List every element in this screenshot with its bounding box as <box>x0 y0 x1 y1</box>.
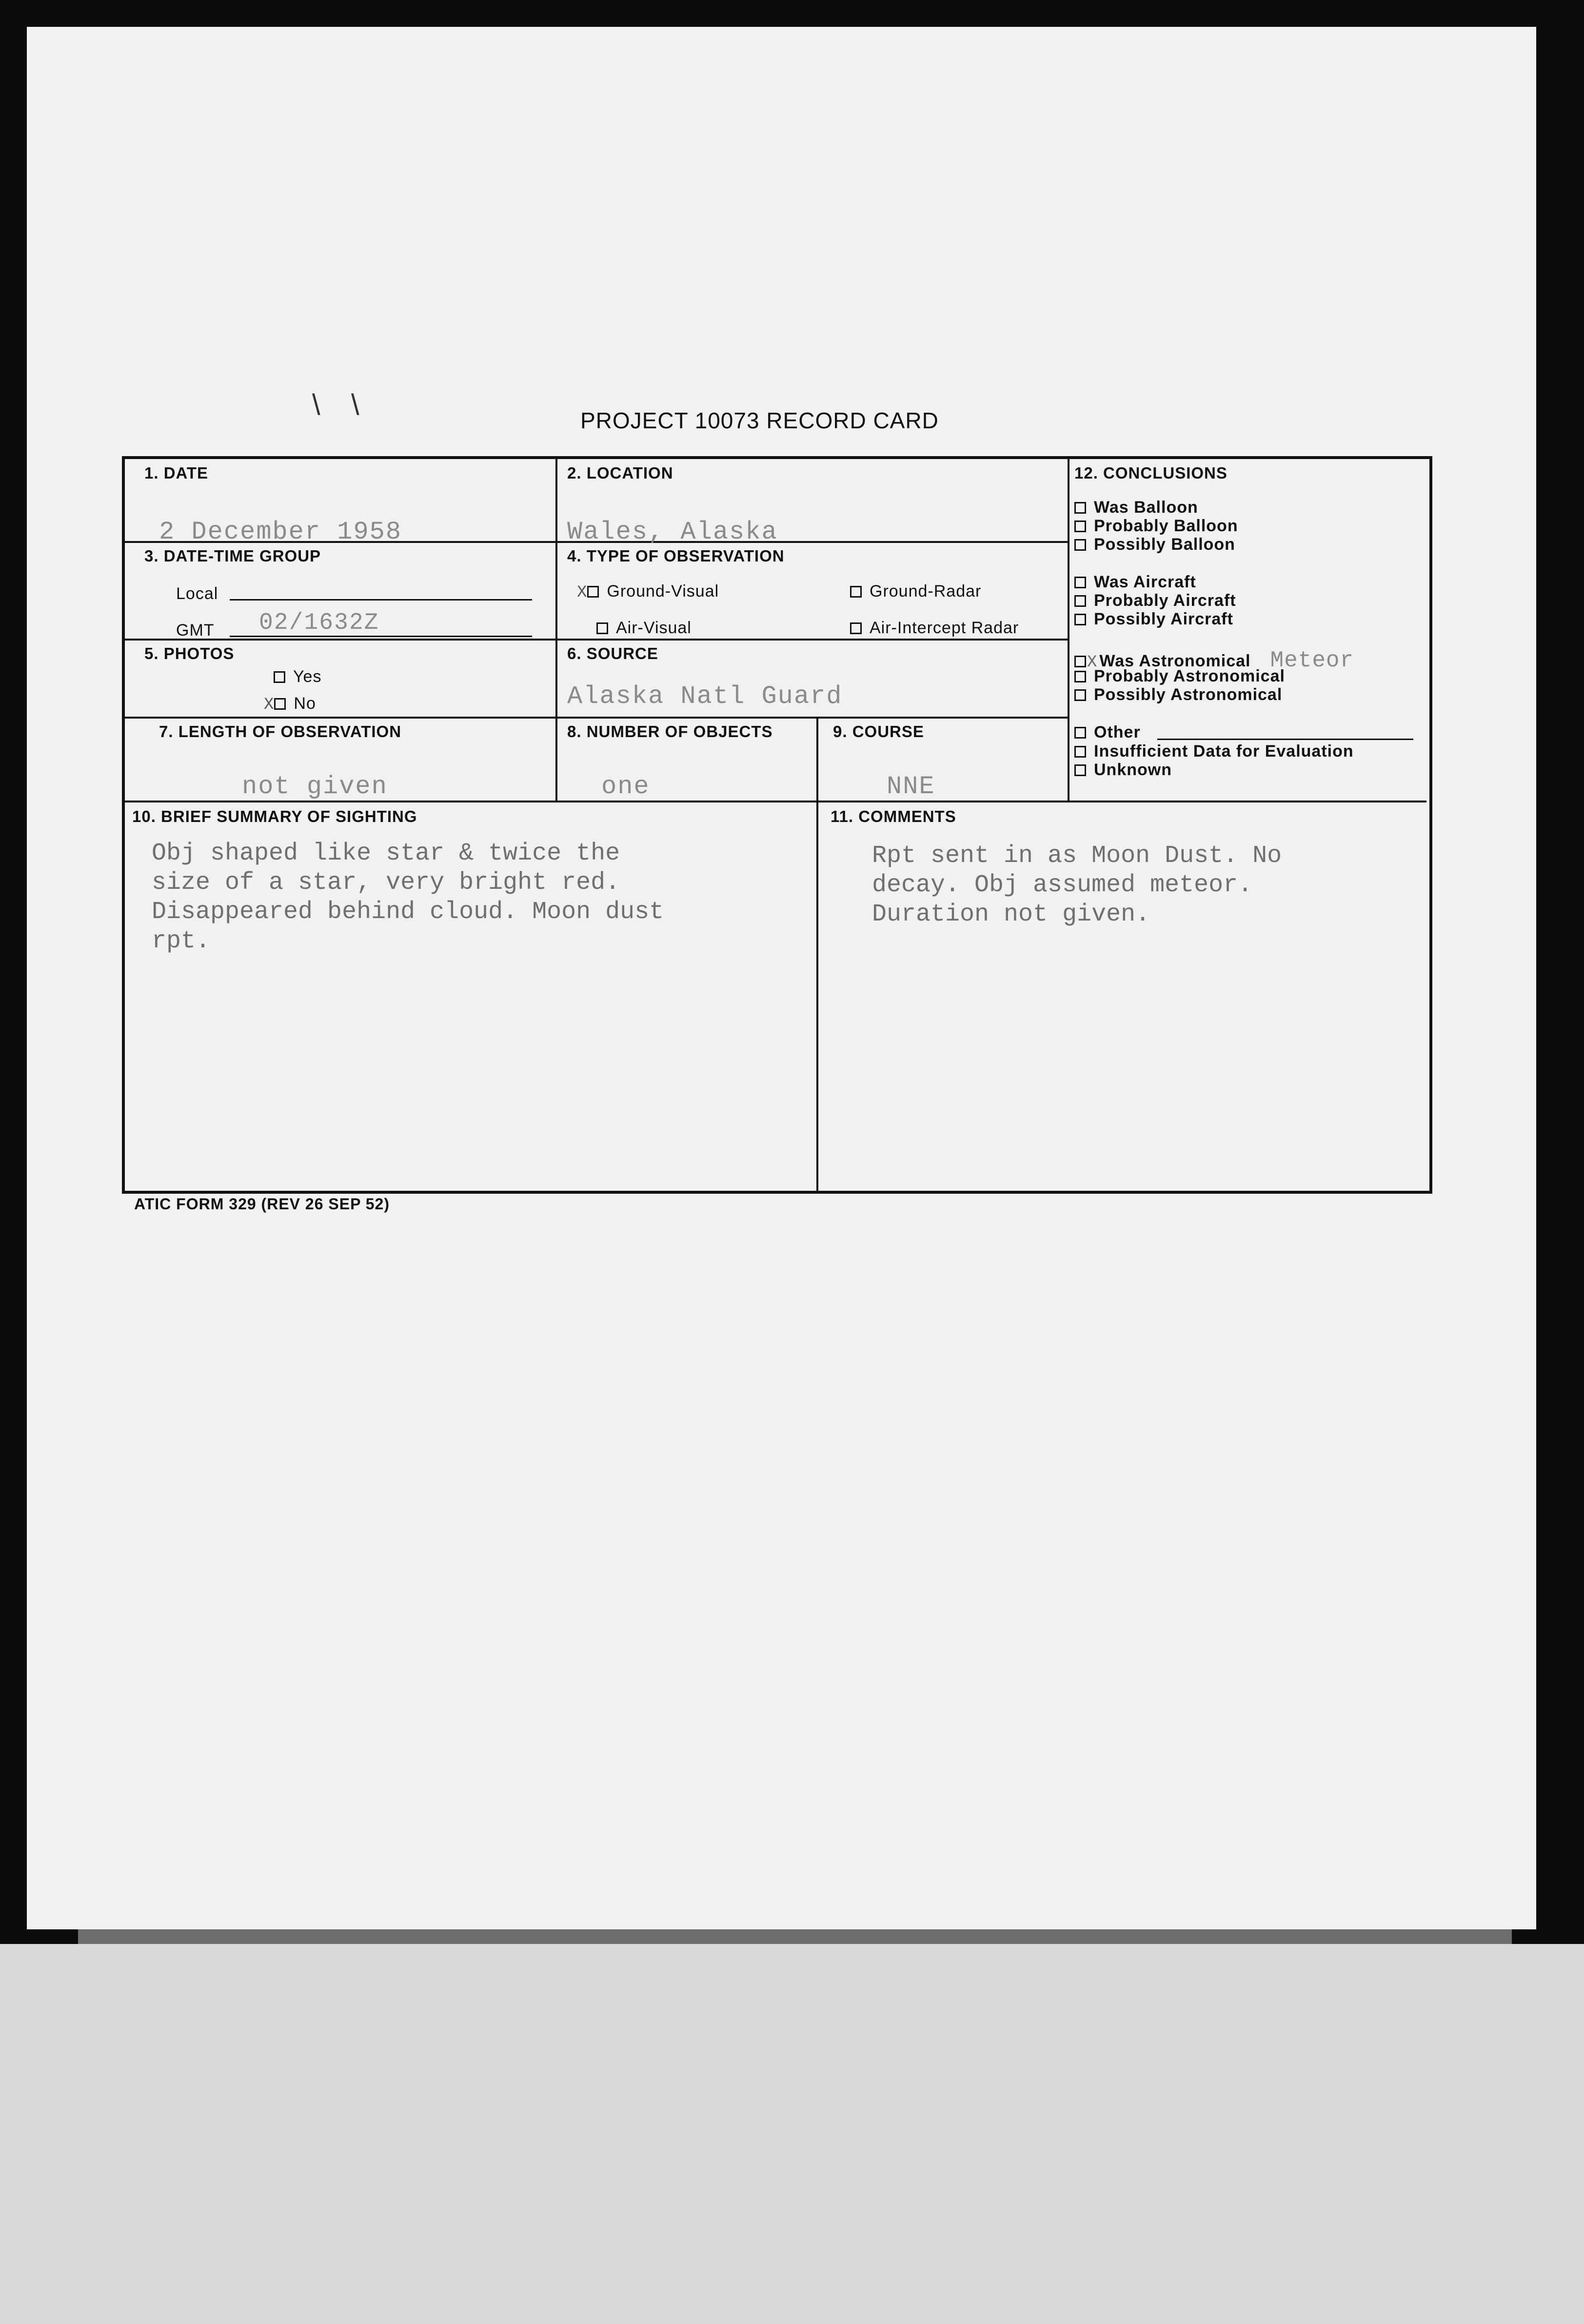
checkbox-icon <box>1074 539 1086 551</box>
local-field <box>230 599 532 601</box>
option-photos-yes: Yes <box>274 667 321 686</box>
underlying-sheet <box>0 1944 1584 2324</box>
checkbox-icon <box>1074 595 1086 607</box>
checkbox-icon <box>274 698 286 710</box>
conclusion-probably-balloon: Probably Balloon <box>1074 517 1238 536</box>
option-ground-visual: X Ground-Visual <box>577 582 719 602</box>
length-label: 7. LENGTH OF OBSERVATION <box>159 722 402 741</box>
location-cell <box>557 459 1069 546</box>
local-label: Local <box>176 584 218 603</box>
dtg-label: 3. DATE-TIME GROUP <box>144 547 321 565</box>
comments-cell <box>818 802 1426 1191</box>
form-identifier: ATIC FORM 329 (REV 26 SEP 52) <box>134 1195 390 1213</box>
dtg-cell <box>125 543 557 641</box>
conclusion-possibly-balloon: Possibly Balloon <box>1074 535 1235 554</box>
checkbox-icon <box>1074 671 1086 682</box>
source-label: 6. SOURCE <box>567 644 658 662</box>
stray-mark: \ <box>312 388 320 421</box>
observation-type-label: 4. TYPE OF OBSERVATION <box>567 547 785 565</box>
objects-cell <box>557 719 818 802</box>
conclusion-possibly-aircraft: Possibly Aircraft <box>1074 610 1233 629</box>
gmt-field <box>230 636 532 637</box>
record-card <box>122 456 1432 1194</box>
conclusion-probably-astronomical: Probably Astronomical <box>1074 667 1285 686</box>
location-label: 2. LOCATION <box>567 464 673 482</box>
ground-visual-mark: X <box>577 583 588 602</box>
conclusion-was-balloon: Was Balloon <box>1074 498 1198 517</box>
checkbox-icon <box>274 671 285 683</box>
course-cell <box>818 719 1069 802</box>
location-value: Wales, Alaska <box>567 518 778 546</box>
option-photos-no: X No <box>264 694 316 714</box>
objects-label: 8. NUMBER OF OBJECTS <box>567 722 773 741</box>
checkbox-icon <box>1074 764 1086 776</box>
comments-line-2: decay. Obj assumed meteor. <box>872 871 1253 899</box>
conclusion-insufficient-data: Insufficient Data for Evaluation <box>1074 742 1354 761</box>
checkbox-icon <box>1074 689 1086 701</box>
checkbox-icon <box>1074 727 1086 739</box>
length-cell <box>125 719 557 802</box>
checkbox-icon <box>1074 746 1086 758</box>
stray-mark: \ <box>351 388 359 421</box>
summary-cell <box>125 802 818 1191</box>
objects-value: one <box>601 772 650 801</box>
date-value: 2 December 1958 <box>159 518 402 546</box>
other-field <box>1157 739 1413 740</box>
conclusion-unknown: Unknown <box>1074 761 1172 780</box>
source-cell <box>557 641 1069 719</box>
card-title: PROJECT 10073 RECORD CARD <box>580 408 939 433</box>
gmt-value: 02/1632Z <box>259 610 379 636</box>
length-value: not given <box>242 772 388 801</box>
checkbox-icon <box>1074 614 1086 625</box>
summary-label: 10. BRIEF SUMMARY OF SIGHTING <box>132 807 417 825</box>
conclusion-other: Other <box>1074 723 1141 742</box>
summary-line-1: Obj shaped like star & twice the <box>152 840 620 867</box>
date-label: 1. DATE <box>144 464 209 482</box>
checkbox-icon <box>1074 521 1086 532</box>
conclusion-was-aircraft: Was Aircraft <box>1074 573 1196 592</box>
comments-line-1: Rpt sent in as Moon Dust. No <box>872 842 1282 870</box>
course-value: NNE <box>887 772 935 801</box>
course-label: 9. COURSE <box>833 722 924 741</box>
checkbox-icon <box>850 586 862 598</box>
photos-no-mark: X <box>264 696 275 714</box>
option-ground-radar: Ground-Radar <box>850 582 981 601</box>
astro-note: Meteor <box>1270 648 1354 673</box>
summary-line-4: rpt. <box>152 927 211 955</box>
observation-type-cell <box>557 543 1069 641</box>
date-cell <box>125 459 557 546</box>
checkbox-icon <box>1074 577 1086 588</box>
checkbox-icon <box>1074 502 1086 514</box>
astro-mark: X <box>1087 653 1098 672</box>
conclusion-was-astronomical: X Was Astronomical Meteor <box>1074 648 1354 673</box>
option-air-visual: Air-Visual <box>596 619 692 638</box>
conclusion-probably-aircraft: Probably Aircraft <box>1074 591 1236 610</box>
conclusions-cell <box>1069 459 1426 802</box>
checkbox-icon <box>1074 656 1086 667</box>
comments-label: 11. COMMENTS <box>831 807 956 825</box>
conclusions-label: 12. CONCLUSIONS <box>1074 464 1228 482</box>
checkbox-icon <box>587 586 599 598</box>
comments-line-3: Duration not given. <box>872 901 1150 928</box>
source-value: Alaska Natl Guard <box>567 682 843 711</box>
summary-line-2: size of a star, very bright red. <box>152 869 620 897</box>
checkbox-icon <box>850 622 862 634</box>
option-air-intercept: Air-Intercept Radar <box>850 619 1019 638</box>
conclusion-possibly-astronomical: Possibly Astronomical <box>1074 685 1282 704</box>
summary-line-3: Disappeared behind cloud. Moon dust <box>152 898 664 926</box>
photos-label: 5. PHOTOS <box>144 644 235 662</box>
gmt-label: GMT <box>176 621 215 640</box>
photos-cell <box>125 641 557 719</box>
checkbox-icon <box>596 622 608 634</box>
